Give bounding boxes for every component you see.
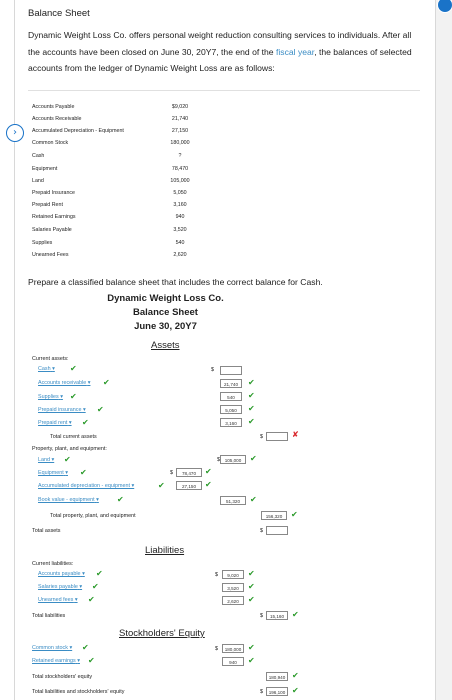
ledger-value: ? bbox=[178, 153, 182, 159]
dollar-sign: $ bbox=[260, 528, 263, 534]
ledger-value: 21,740 bbox=[171, 116, 189, 122]
retained-earnings-input[interactable]: 940 bbox=[222, 657, 244, 666]
ledger-account: Salaries Payable bbox=[32, 227, 72, 233]
check-icon: ✔ bbox=[250, 454, 257, 463]
current-liabilities-label: Current liabilities: bbox=[32, 561, 74, 567]
salaries-payable-dropdown[interactable]: Salaries payable ▾ bbox=[38, 584, 83, 590]
unearned-fees-dropdown[interactable]: Unearned fees ▾ bbox=[38, 597, 78, 603]
ledger-account: Common Stock bbox=[32, 140, 69, 146]
intro-before: Dynamic Weight Loss Co. offers personal weight reduction consulting services to individuals. After all the accounts have been closed on June 30, 20Y7, the end of the bbox=[28, 30, 412, 57]
check-icon: ✔ bbox=[292, 686, 299, 695]
check-icon: ✔ bbox=[117, 495, 124, 504]
dollar-sign: $ bbox=[211, 367, 214, 373]
check-icon: ✔ bbox=[205, 480, 212, 489]
ledger-account: Supplies bbox=[32, 240, 53, 246]
liabilities-heading: Liabilities bbox=[145, 545, 185, 556]
ledger-account: Accounts Payable bbox=[32, 104, 75, 110]
prepaid-insurance-input[interactable]: 5,050 bbox=[220, 405, 242, 414]
ledger-value: 3,520 bbox=[173, 227, 187, 233]
company-name: Dynamic Weight Loss Co. bbox=[107, 293, 224, 304]
total-equity-input[interactable]: 180,940 bbox=[266, 672, 288, 681]
ledger-value: 105,000 bbox=[170, 178, 190, 184]
ledger-account: Cash bbox=[32, 153, 45, 159]
supplies-dropdown[interactable]: Supplies ▾ bbox=[38, 394, 63, 400]
equipment-input[interactable]: 78,470 bbox=[176, 468, 202, 477]
ledger-value: 940 bbox=[175, 214, 185, 220]
unearned-fees-input[interactable]: 2,620 bbox=[222, 596, 244, 605]
ledger-account: Accumulated Depreciation - Equipment bbox=[32, 128, 124, 134]
dollar-sign: $ bbox=[260, 613, 263, 619]
total-assets-input[interactable] bbox=[266, 526, 288, 535]
ledger-value: 5,050 bbox=[173, 190, 187, 196]
ledger-value: 2,620 bbox=[173, 252, 187, 258]
intro-after: , the balances of selected accounts from the ledger of Dynamic Weight Loss are as follows: bbox=[28, 46, 412, 73]
check-icon: ✔ bbox=[82, 643, 89, 652]
salaries-payable-input[interactable]: 3,520 bbox=[222, 583, 244, 592]
check-icon: ✔ bbox=[97, 405, 104, 414]
dollar-sign: $ bbox=[215, 646, 218, 652]
page-title: Balance Sheet bbox=[28, 8, 90, 19]
supplies-input[interactable]: 540 bbox=[220, 392, 242, 401]
ppe-label: Property, plant, and equipment: bbox=[32, 446, 107, 452]
dollar-sign: $ bbox=[260, 434, 263, 440]
prepaid-rent-dropdown[interactable]: Prepaid rent ▾ bbox=[38, 420, 72, 426]
instructions: Prepare a classified balance sheet that includes the correct balance for Cash. bbox=[28, 277, 323, 287]
check-icon: ✔ bbox=[250, 495, 257, 504]
check-icon: ✔ bbox=[248, 417, 255, 426]
total-current-assets-input[interactable] bbox=[266, 432, 288, 441]
total-ppe-input[interactable]: 156,320 bbox=[261, 511, 287, 520]
check-icon: ✔ bbox=[82, 418, 89, 427]
accounts-receivable-input[interactable]: 21,740 bbox=[220, 379, 242, 388]
land-input[interactable]: 105,000 bbox=[220, 455, 246, 464]
statement-name: Balance Sheet bbox=[133, 307, 198, 318]
check-icon: ✔ bbox=[292, 671, 299, 680]
total-ppe-label: Total property, plant, and equipment bbox=[50, 513, 136, 519]
ledger-account: Equipment bbox=[32, 166, 58, 172]
total-assets-label: Total assets bbox=[32, 528, 61, 534]
check-icon: ✔ bbox=[248, 404, 255, 413]
check-icon: ✔ bbox=[103, 378, 110, 387]
dollar-sign: $ bbox=[260, 689, 263, 695]
common-stock-dropdown[interactable]: Common stock ▾ bbox=[32, 645, 73, 651]
check-icon: ✔ bbox=[205, 467, 212, 476]
check-icon: ✔ bbox=[158, 481, 165, 490]
scrollbar[interactable] bbox=[436, 0, 452, 700]
fiscal-year-link[interactable]: fiscal year bbox=[275, 46, 315, 57]
prepaid-rent-input[interactable]: 3,160 bbox=[220, 418, 242, 427]
accounts-receivable-dropdown[interactable]: Accounts receivable ▾ bbox=[38, 380, 91, 386]
dollar-sign: $ bbox=[217, 457, 220, 463]
ledger-value: 78,470 bbox=[171, 166, 189, 172]
accounts-payable-input[interactable]: 9,020 bbox=[222, 570, 244, 579]
check-icon: ✔ bbox=[88, 595, 95, 604]
cross-icon: ✘ bbox=[292, 430, 299, 439]
current-assets-label: Current assets: bbox=[32, 356, 69, 362]
total-current-assets-label: Total current assets bbox=[50, 434, 97, 440]
divider bbox=[28, 90, 420, 91]
ledger-account: Land bbox=[32, 178, 44, 184]
accumulated-depreciation-input[interactable]: 27,150 bbox=[176, 481, 202, 490]
check-icon: ✔ bbox=[292, 610, 299, 619]
check-icon: ✔ bbox=[248, 595, 255, 604]
dollar-sign: $ bbox=[215, 572, 218, 578]
total-liabilities-equity-label: Total liabilities and stockholders' equity bbox=[32, 689, 125, 695]
ledger-account: Prepaid Rent bbox=[32, 202, 63, 208]
retained-earnings-dropdown[interactable]: Retained earnings ▾ bbox=[32, 658, 80, 664]
check-icon: ✔ bbox=[248, 582, 255, 591]
check-icon: ✔ bbox=[248, 656, 255, 665]
ledger-value: 3,160 bbox=[173, 202, 187, 208]
ledger-account: Prepaid Insurance bbox=[32, 190, 75, 196]
total-liabilities-equity-input[interactable]: 196,100 bbox=[266, 687, 288, 696]
total-equity-label: Total stockholders' equity bbox=[32, 674, 93, 680]
common-stock-input[interactable]: 180,000 bbox=[222, 644, 244, 653]
cash-amount-input[interactable] bbox=[220, 366, 242, 375]
check-icon: ✔ bbox=[64, 455, 71, 464]
book-value-dropdown[interactable]: Book value - equipment ▾ bbox=[38, 497, 99, 503]
check-icon: ✔ bbox=[291, 510, 298, 519]
check-icon: ✔ bbox=[70, 392, 77, 401]
book-value-input[interactable]: 51,320 bbox=[220, 496, 246, 505]
accounts-payable-dropdown[interactable]: Accounts payable ▾ bbox=[38, 571, 85, 577]
ledger-value: 27,150 bbox=[171, 128, 189, 134]
ledger-value: 180,000 bbox=[170, 140, 190, 146]
check-icon: ✔ bbox=[248, 569, 255, 578]
total-liabilities-input[interactable]: 15,160 bbox=[266, 611, 288, 620]
check-icon: ✔ bbox=[248, 643, 255, 652]
dollar-sign: $ bbox=[170, 470, 173, 476]
check-icon: ✔ bbox=[80, 468, 87, 477]
land-dropdown[interactable]: Land ▾ bbox=[38, 457, 55, 463]
prepaid-insurance-dropdown[interactable]: Prepaid insurance ▾ bbox=[38, 407, 86, 413]
intro-text bbox=[28, 27, 420, 77]
ledger-account: Unearned Fees bbox=[32, 252, 69, 258]
accumulated-depreciation-dropdown[interactable]: Accumulated depreciation - equipment ▾ bbox=[38, 483, 135, 489]
cash-dropdown[interactable]: Cash ▾ bbox=[38, 366, 55, 372]
check-icon: ✔ bbox=[248, 391, 255, 400]
assets-heading: Assets bbox=[151, 340, 180, 351]
ledger-value: 540 bbox=[175, 240, 185, 246]
statement-date: June 30, 20Y7 bbox=[134, 321, 197, 332]
ledger-value: $9,020 bbox=[171, 104, 189, 110]
total-liabilities-label: Total liabilities bbox=[32, 613, 66, 619]
expand-arrow-icon[interactable]: › bbox=[6, 124, 24, 142]
check-icon: ✔ bbox=[88, 656, 95, 665]
check-icon: ✔ bbox=[70, 364, 77, 373]
ledger-account: Accounts Receivable bbox=[32, 116, 82, 122]
equipment-dropdown[interactable]: Equipment ▾ bbox=[38, 470, 68, 476]
check-icon: ✔ bbox=[248, 378, 255, 387]
check-icon: ✔ bbox=[96, 569, 103, 578]
ledger-account: Retained Earnings bbox=[32, 214, 76, 220]
check-icon: ✔ bbox=[92, 582, 99, 591]
equity-heading: Stockholders' Equity bbox=[119, 628, 205, 639]
info-button[interactable] bbox=[437, 0, 452, 13]
